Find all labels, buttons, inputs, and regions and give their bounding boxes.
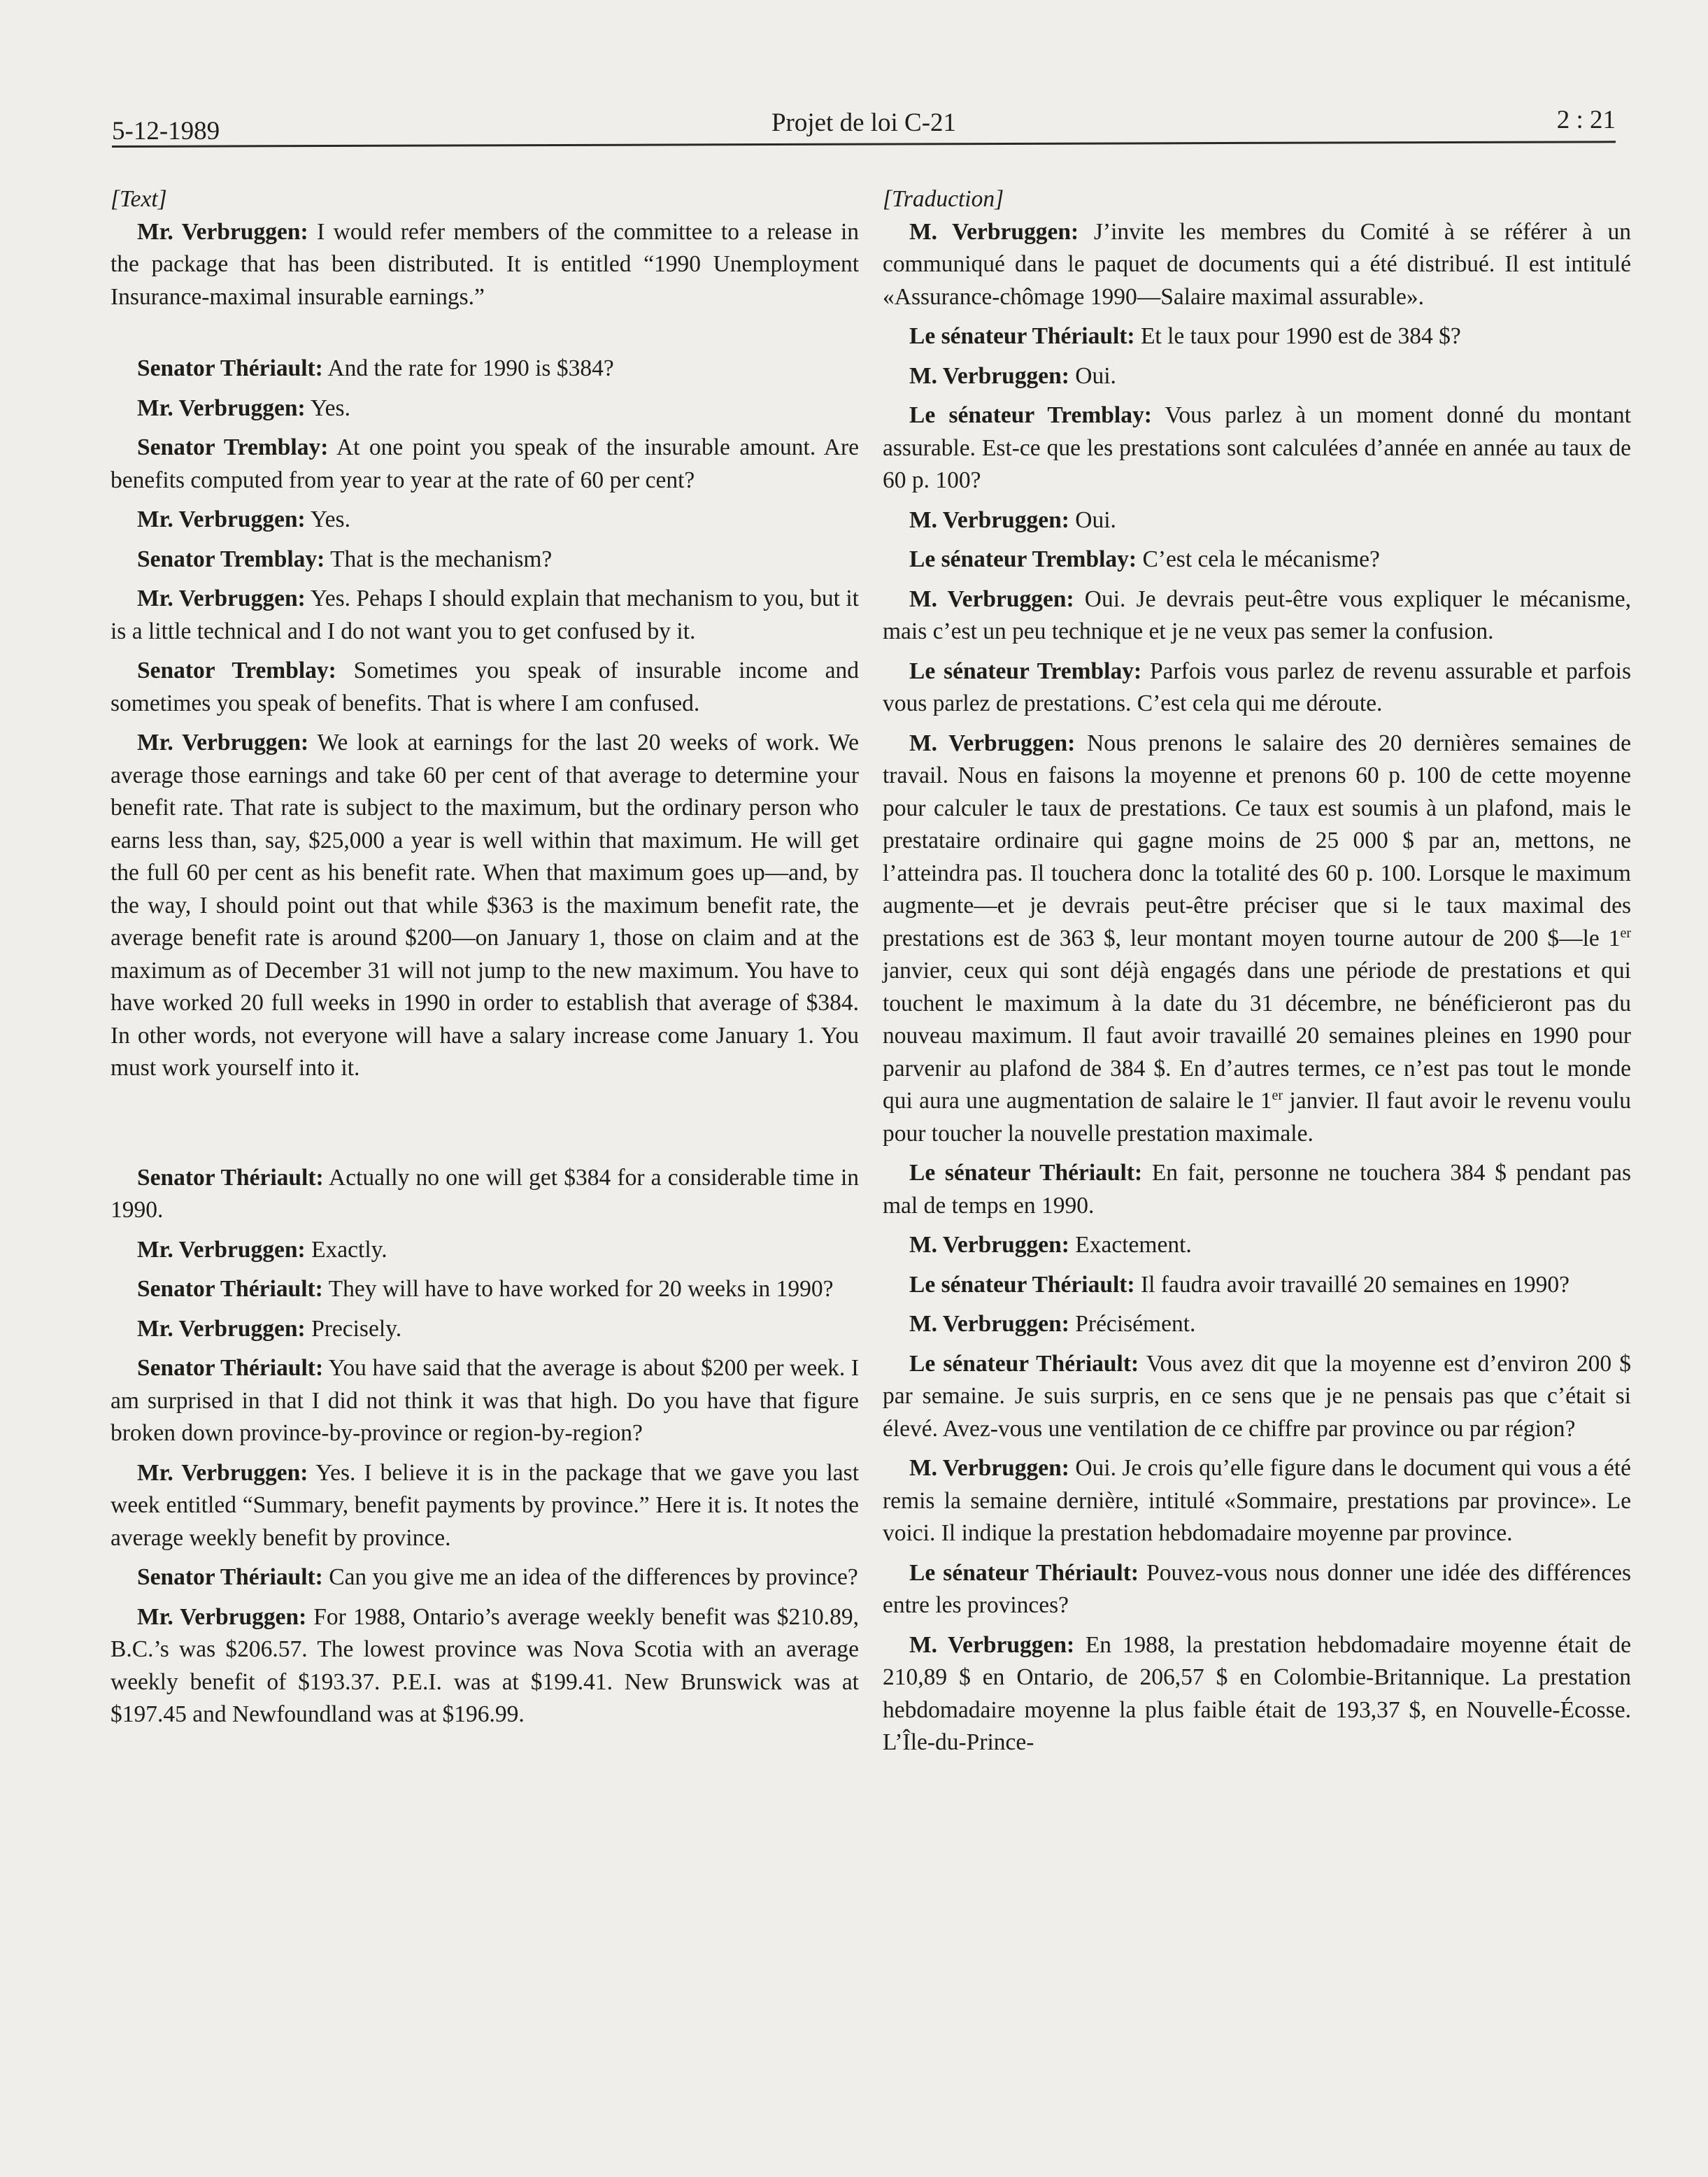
- paragraph: [883, 1229, 1631, 1262]
- paragraph: [883, 728, 1631, 1151]
- speech: For 1988, Ontario’s average weekly benefit was $210.89, B.C.’s was $206.57. The lowest province was Nova Scotia with an average weekly benefit of $193.37. P.E.I. was at $199.41. New Brunswick was at $197.45 and Newfoundland was at $196.99.: [111, 1603, 859, 1727]
- paragraph: [111, 655, 859, 720]
- paragraph: [111, 432, 859, 497]
- speech: En 1988, la prestation hebdomadaire moyenne était de 210,89 $ en Ontario, de 206,57 $ en Colombie-Britannique. La prestation hebdomadaire moyenne la plus faible était de 193,37 $, en Nouvelle-Écosse. L’Île-du-Prince-: [883, 1631, 1632, 1755]
- speaker: M. Verbruggen:: [909, 506, 1069, 533]
- speaker: Le sénateur Thériault:: [909, 1160, 1143, 1186]
- speaker: Mr. Verbruggen:: [137, 1459, 308, 1486]
- speaker: Senator Thériault:: [137, 1276, 323, 1302]
- speaker: Senator Thériault:: [137, 1355, 324, 1381]
- speech: Oui.: [1069, 362, 1116, 389]
- paragraph: [883, 399, 1631, 497]
- speech: Yes. Pehaps I should explain that mechanism to you, but it is a little technical and I do not want you to get confused by it.: [111, 586, 859, 644]
- speech: Nous prenons le salaire des 20 dernières semaines de travail. Nous en faisons la moyenne et prenons 60 p. 100 de cette moyenne pour calculer le taux de prestations. Ce taux est soumis à un plafond, mais le prestataire ordinaire qui gagne moins de 25 000 $ par an, mettons, ne l’atteindra pas. Il touchera donc la totalité des 60 p. 100. Lorsque le maximum augmente—et je devrais peut-être préciser que si le taux maximal des prestations est de 363 $, leur montant moyen tourne autour de 200 $—le 1: [883, 730, 1632, 951]
- paragraph: [883, 544, 1631, 576]
- paragraph: [111, 392, 859, 425]
- paragraph: [883, 504, 1631, 537]
- speaker: Le sénateur Thériault:: [909, 323, 1135, 349]
- speech: You have said that the average is about $200 per week. I am surprised in that I did not think it was that high. Do you have that figure broken down province-by-province or region-by-region?: [111, 1355, 859, 1446]
- speaker: M. Verbruggen:: [909, 1232, 1069, 1258]
- speaker: Mr. Verbruggen:: [137, 1236, 306, 1263]
- speech: That is the mechanism?: [325, 546, 553, 572]
- speech: Yes.: [305, 506, 350, 532]
- speech: C’est cela le mécanisme?: [1137, 546, 1380, 572]
- speaker: M. Verbruggen:: [909, 1455, 1069, 1481]
- speaker: Mr. Verbruggen:: [137, 218, 308, 245]
- speech: En fait, personne ne touchera 384 $ pendant pas mal de temps en 1990.: [883, 1160, 1631, 1219]
- speaker: Senator Tremblay:: [137, 434, 329, 460]
- paragraph: [883, 1452, 1631, 1550]
- speech: Précisément.: [1069, 1311, 1196, 1337]
- paragraph: [883, 216, 1631, 314]
- speaker: M. Verbruggen:: [909, 730, 1076, 756]
- paragraph: [111, 1352, 859, 1450]
- speech: Oui. Je crois qu’elle figure dans le document qui vous a été remis la semaine dernière, intitulé «Sommaire, prestations par province». Le voici. Il indique la prestation hebdomadaire moyenne par province.: [883, 1455, 1632, 1546]
- paragraph: [883, 360, 1631, 393]
- paragraph: [111, 353, 859, 385]
- paragraph: [111, 583, 859, 648]
- speaker: Le sénateur Tremblay:: [909, 402, 1152, 428]
- header-page-number: 2 : 21: [1556, 106, 1616, 134]
- paragraph: [883, 583, 1631, 648]
- speaker: Senator Tremblay:: [137, 658, 336, 683]
- speaker: Mr. Verbruggen:: [137, 506, 306, 532]
- speech: And the rate for 1990 is $384?: [322, 355, 614, 381]
- paragraph: [883, 1157, 1631, 1222]
- left-column: [111, 183, 859, 1738]
- header-title: Projet de loi C-21: [771, 108, 957, 137]
- paragraph: [111, 1162, 859, 1227]
- paragraph: [111, 1273, 859, 1306]
- paragraph: [111, 1561, 859, 1594]
- superscript: er: [1620, 925, 1631, 941]
- speaker: Mr. Verbruggen:: [137, 586, 306, 611]
- speech: Il faudra avoir travaillé 20 semaines en 1990?: [1134, 1271, 1570, 1298]
- speaker: Mr. Verbruggen:: [137, 395, 306, 421]
- speaker: Senator Thériault:: [137, 355, 323, 381]
- speech: J’invite les membres du Comité à se référer à un communiqué dans le paquet de documents qui a été distribué. Il est intitulé «Assurance-chômage 1990—Salaire maximal assurable».: [883, 218, 1631, 310]
- paragraph: [111, 1234, 859, 1267]
- paragraph: [111, 1601, 859, 1731]
- speech: I would refer members of the committee to a release in the package that has been distributed. It is entitled “1990 Unemployment Insurance-maximal insurable earnings.”: [111, 218, 860, 310]
- speaker: Mr. Verbruggen:: [137, 1315, 306, 1342]
- paragraph: [883, 1269, 1631, 1302]
- speaker: Le sénateur Tremblay:: [909, 658, 1142, 684]
- paragraph: [883, 655, 1631, 721]
- speech: Oui. Je devrais peut-être vous expliquer le mécanisme, mais c’est un peu technique et je ne veux pas semer la confusion.: [883, 586, 1631, 644]
- paragraph: [111, 216, 859, 314]
- speaker: Senator Thériault:: [137, 1164, 324, 1191]
- speaker: M. Verbruggen:: [909, 586, 1074, 612]
- speaker: Le sénateur Thériault:: [909, 1350, 1139, 1377]
- speech: Et le taux pour 1990 est de 384 $?: [1134, 323, 1461, 349]
- speech: Precisely.: [305, 1315, 402, 1342]
- paragraph: [883, 1308, 1631, 1341]
- paragraph: [111, 1313, 859, 1346]
- paragraph: [883, 1629, 1631, 1759]
- page-header: [112, 105, 1616, 144]
- speech: Pouvez-vous nous donner une idée des différences entre les provinces?: [883, 1559, 1631, 1618]
- paragraph: [883, 320, 1631, 353]
- paragraph: [111, 727, 859, 1085]
- speaker: Le sénateur Thériault:: [909, 1271, 1135, 1298]
- speaker: Mr. Verbruggen:: [137, 1603, 307, 1630]
- speech: At one point you speak of the insurable amount. Are benefits computed from year to year at the rate of 60 per cent?: [111, 434, 860, 493]
- paragraph: [111, 1457, 859, 1555]
- column-label: [Traduction]: [883, 186, 1004, 212]
- speaker: M. Verbruggen:: [909, 218, 1079, 245]
- speech: We look at earnings for the last 20 weeks of work. We average those earnings and take 60 per cent of that average to determine your benefit rate. That rate is subject to the maximum, but the ordinary person who earns less than, say, $25,000 a year is well within that maximum. He will get the full 60 per cent as his benefit rate. When that maximum goes up—and, by the way, I should point out that while $363 is the maximum benefit rate, the average benefit rate is around $200—on January 1, those on claim and at the maximum as of December 31 will not jump to the new maximum. You have to have worked 20 full weeks in 1990 in order to establish that average of $384. In other words, not everyone will have a salary increase come January 1. You must work yourself into it.: [111, 730, 859, 1081]
- speech: Exactement.: [1069, 1232, 1192, 1258]
- speech: Sometimes you speak of insurable income and sometimes you speak of benefits. That is where I am confused.: [111, 658, 859, 716]
- paragraph: [883, 1557, 1631, 1622]
- speech: janvier, ceux qui sont déjà engagés dans une période de prestations et qui touchent le maximum à la date du 31 décembre, ne bénéficieront pas du nouveau maximum. Il faut avoir travaillé 20 semaines pleines en 1990 pour parvenir au plafond de 384 $. En d’autres termes, ce n’est pas tout le monde qui aura une augmentation de salaire le 1: [883, 958, 1631, 1114]
- speaker: Le sénateur Tremblay:: [909, 546, 1137, 572]
- speaker: M. Verbruggen:: [909, 362, 1069, 389]
- speech: They will have to have worked for 20 weeks in 1990?: [322, 1276, 834, 1302]
- speaker: Mr. Verbruggen:: [137, 730, 309, 756]
- speaker: Senator Thériault:: [137, 1564, 323, 1590]
- speaker: M. Verbruggen:: [909, 1311, 1069, 1337]
- column-label: [Text]: [111, 186, 167, 212]
- speech: Vous avez dit que la moyenne est d’environ 200 $ par semaine. Je suis surpris, en ce sens que je ne pensais pas que c’était si élevé. Avez-vous une ventilation de ce chiffre par province ou par région?: [883, 1350, 1631, 1442]
- right-column: [883, 183, 1631, 1766]
- superscript: er: [1272, 1087, 1283, 1103]
- speech: Yes.: [305, 395, 350, 421]
- speaker: Le sénateur Thériault:: [909, 1559, 1139, 1586]
- speech: Actually no one will get $384 for a considerable time in 1990.: [111, 1164, 860, 1223]
- speech: Parfois vous parlez de revenu assurable et parfois vous parlez de prestations. C’est cela qui me déroute.: [883, 658, 1631, 716]
- speech: Oui.: [1069, 506, 1116, 533]
- speaker: M. Verbruggen:: [909, 1631, 1075, 1658]
- paragraph: [883, 1348, 1631, 1446]
- speech: Can you give me an idea of the differences by province?: [322, 1564, 858, 1590]
- speech: Vous parlez à un moment donné du montant assurable. Est-ce que les prestations sont calculées d’année en année au taux de 60 p. 100?: [883, 402, 1631, 493]
- paragraph: [111, 504, 859, 537]
- header-date: 5-12-1989: [112, 117, 220, 146]
- speaker: Senator Tremblay:: [137, 546, 325, 572]
- paragraph: [111, 544, 859, 576]
- speech: janvier. Il faut avoir le revenu voulu pour toucher la nouvelle prestation maximale.: [883, 1088, 1631, 1147]
- speech: Yes. I believe it is in the package that we gave you last week entitled “Summary, benefit payments by province.” Here it is. It notes the average weekly benefit by province.: [111, 1459, 860, 1551]
- speech: Exactly.: [305, 1236, 387, 1263]
